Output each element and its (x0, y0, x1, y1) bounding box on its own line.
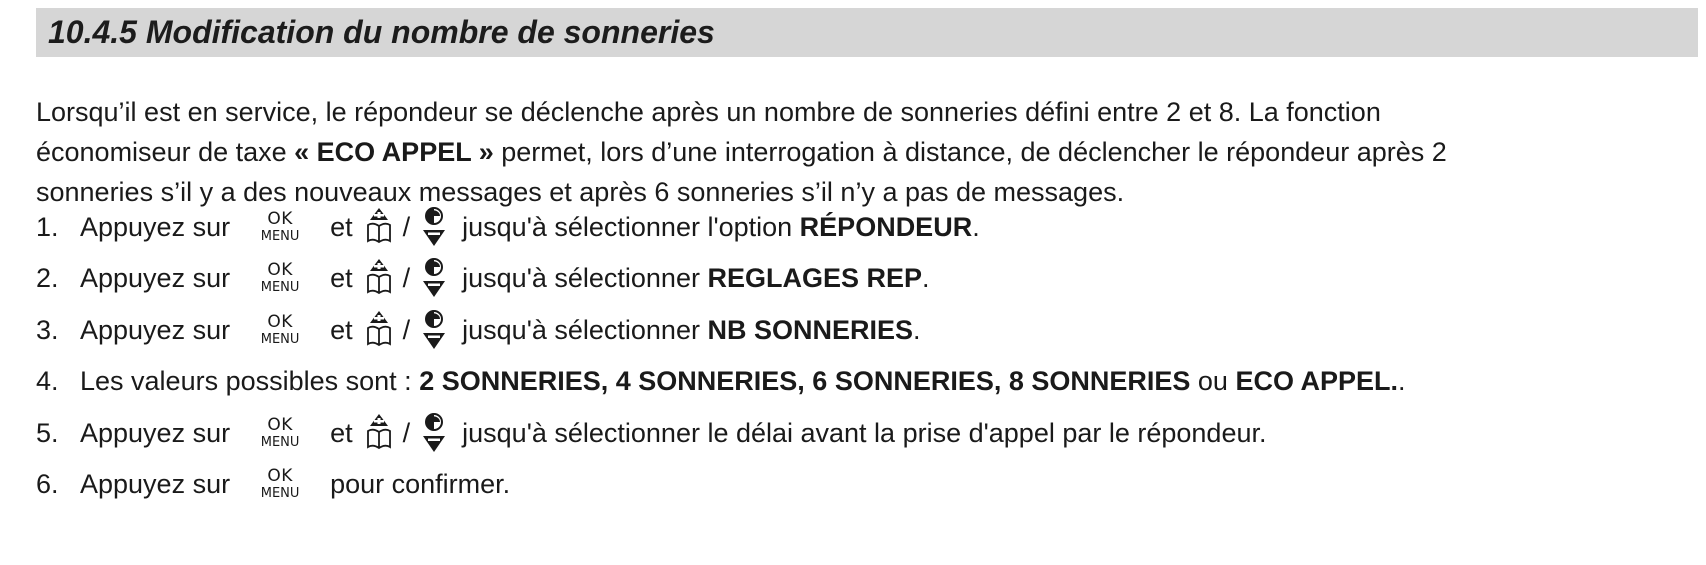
step-lead: Appuyez sur (80, 468, 231, 499)
ok-label: OK (267, 466, 293, 486)
intro-paragraph (36, 92, 1696, 212)
step-text (80, 366, 1406, 397)
menu-label: MENU (260, 280, 300, 295)
eco-appel-value: ECO APPEL. (1235, 365, 1398, 396)
step-text-main: jusqu'à sélectionner l'option (462, 211, 800, 242)
slash-separator: / (402, 417, 411, 448)
ok-menu-key-icon (256, 417, 304, 449)
ok-label: OK (267, 415, 293, 435)
step-3 (36, 305, 921, 355)
step-number: 5. (36, 417, 59, 448)
ok-label: OK (267, 209, 293, 229)
menu-label: MENU (260, 435, 300, 450)
intro-line-2-post: permet, lors d’une interrogation à distance, de déclencher le répondeur après 2 (493, 137, 1447, 167)
down-contrast-icon (420, 257, 448, 299)
values-list: 2 SONNERIES, 4 SONNERIES, 6 SONNERIES, 8 SONNERIES (419, 365, 1191, 396)
step-tail: . (913, 314, 921, 345)
step-tail: . (1397, 365, 1406, 396)
eco-appel-emphasis: « ECO APPEL » (294, 137, 494, 167)
step-text (462, 212, 980, 243)
menu-label: MENU (260, 486, 300, 501)
slash-separator: / (402, 211, 411, 242)
down-contrast-icon (420, 412, 448, 454)
intro-line-2 (36, 132, 1696, 172)
section-title: 10.4.5 Modification du nombre de sonneries (48, 14, 715, 50)
step-bold: NB SONNERIES (707, 314, 913, 345)
down-contrast-icon (420, 309, 448, 351)
step-5 (36, 408, 1267, 458)
step-bold: RÉPONDEUR (799, 211, 973, 242)
slash-separator: / (402, 262, 411, 293)
up-book-icon (365, 257, 393, 299)
step-tail: . (972, 211, 980, 242)
ok-label: OK (267, 260, 293, 280)
step-lead: Appuyez sur (80, 211, 231, 242)
up-book-icon (365, 206, 393, 248)
intro-line-3: sonneries s’il y a des nouveaux messages et après 6 sonneries s’il n’y a pas de messages. (36, 177, 1125, 207)
et-text: et (330, 314, 353, 345)
step-4 (36, 356, 1406, 406)
step-text-main: jusqu'à sélectionner (462, 314, 708, 345)
step-text: jusqu'à sélectionner le délai avant la prise d'appel par le répondeur. (462, 417, 1267, 448)
step-1 (36, 202, 980, 252)
step-text-main: jusqu'à sélectionner (462, 262, 708, 293)
step-number: 2. (36, 262, 59, 293)
step-tail: . (922, 262, 930, 293)
menu-label: MENU (260, 332, 300, 347)
step-pre: Les valeurs possibles sont : (80, 365, 420, 396)
step-number: 4. (36, 365, 59, 396)
intro-line-1: Lorsqu’il est en service, le répondeur se déclenche après un nombre de sonneries défini entre 2 et 8. La fonction (36, 97, 1381, 127)
intro-line-2-pre: économiseur de taxe (36, 137, 295, 167)
section-header (36, 8, 1698, 57)
et-text: et (330, 262, 353, 293)
slash-separator: / (402, 314, 411, 345)
step-number: 1. (36, 211, 59, 242)
up-book-icon (365, 412, 393, 454)
step-lead: Appuyez sur (80, 417, 231, 448)
menu-label: MENU (260, 229, 300, 244)
step-lead: Appuyez sur (80, 262, 231, 293)
step-number: 6. (36, 468, 59, 499)
step-text: pour confirmer. (330, 468, 511, 499)
step-mid: ou (1190, 365, 1236, 396)
ok-menu-key-icon (256, 211, 304, 243)
step-text (462, 315, 920, 346)
up-book-icon (365, 309, 393, 351)
step-lead: Appuyez sur (80, 314, 231, 345)
step-2 (36, 253, 930, 303)
ok-label: OK (267, 312, 293, 332)
ok-menu-key-icon (256, 314, 304, 346)
down-contrast-icon (420, 206, 448, 248)
step-text (462, 263, 929, 294)
step-number: 3. (36, 314, 59, 345)
step-6 (36, 459, 510, 509)
et-text: et (330, 211, 353, 242)
ok-menu-key-icon (256, 468, 304, 500)
step-bold: REGLAGES REP (707, 262, 922, 293)
et-text: et (330, 417, 353, 448)
ok-menu-key-icon (256, 262, 304, 294)
